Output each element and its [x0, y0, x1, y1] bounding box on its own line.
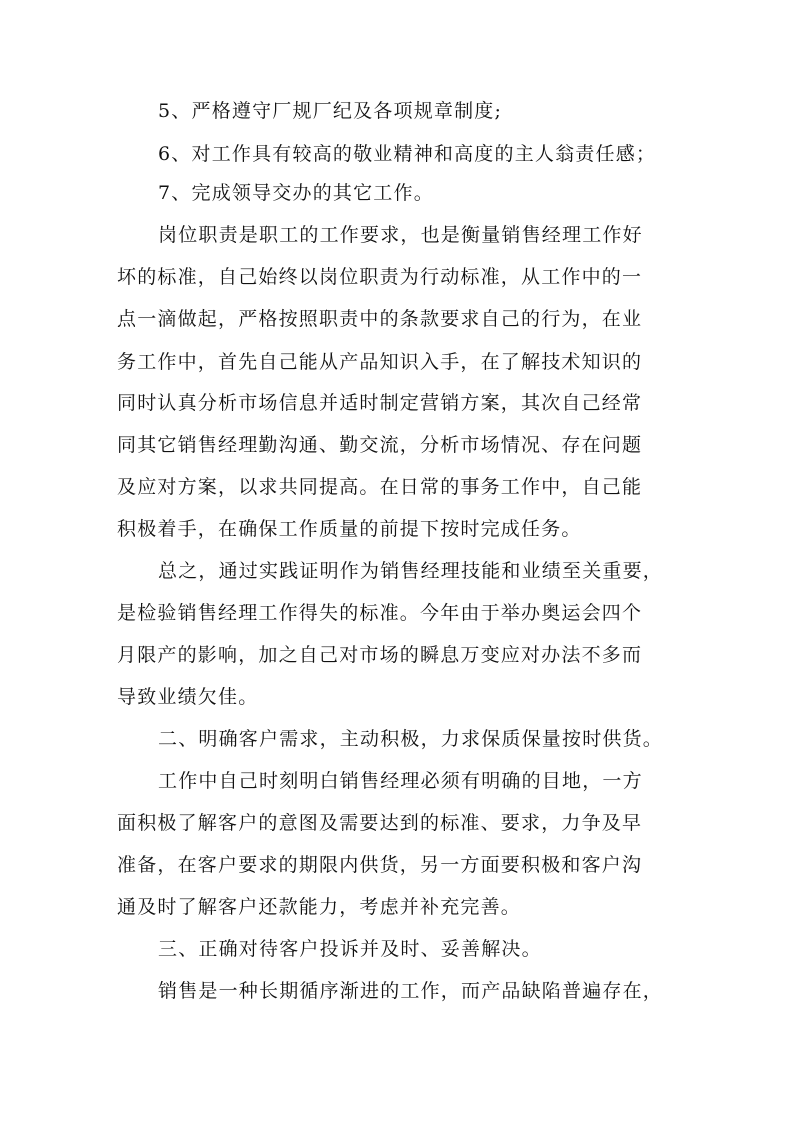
text-line-11: 积极着手，在确保工作质量的前提下按时完成任务。 — [117, 518, 582, 540]
text-line-8: 同时认真分析市场信息并适时制定营销方案，其次自己经常 — [117, 392, 643, 414]
text-line-18: 面积极了解客户的意图及需要达到的标准、要求，力争及早 — [117, 812, 643, 834]
text-line-14: 月限产的影响，加之自己对市场的瞬息万变应对办法不多而 — [117, 644, 643, 666]
text-line-9: 同其它销售经理勤沟通、勤交流，分析市场情况、存在问题 — [117, 434, 643, 456]
text-line-1: 5、严格遵守厂规厂纪及各项规章制度; — [158, 100, 503, 122]
text-line-10: 及应对方案，以求共同提高。在日常的事务工作中，自己能 — [117, 476, 643, 498]
text-line-12: 总之，通过实践证明作为销售经理技能和业绩至关重要， — [158, 560, 664, 582]
text-line-20: 通及时了解客户还款能力，考虑并补充完善。 — [117, 896, 522, 918]
text-line-3: 7、完成领导交办的其它工作。 — [158, 182, 434, 204]
text-line-7: 务工作中，首先自己能从产品知识入手，在了解技术知识的 — [117, 351, 643, 373]
text-line-15: 导致业绩欠佳。 — [117, 686, 259, 708]
text-line-21: 三、正确对待客户投诉并及时、妥善解决。 — [158, 938, 542, 960]
text-line-22: 销售是一种长期循序渐进的工作，而产品缺陷普遍存在， — [158, 980, 664, 1002]
text-line-13: 是检验销售经理工作得失的标准。今年由于举办奥运会四个 — [117, 602, 643, 624]
text-line-16: 二、明确客户需求，主动积极，力求保质保量按时供货。 — [158, 728, 664, 750]
text-line-19: 准备，在客户要求的期限内供货，另一方面要积极和客户沟 — [117, 854, 643, 876]
text-line-2: 6、对工作具有较高的敬业精神和高度的主人翁责任感； — [158, 143, 657, 165]
text-line-6: 点一滴做起，严格按照职责中的条款要求自己的行为，在业 — [117, 308, 643, 330]
text-line-4: 岗位职责是职工的工作要求，也是衡量销售经理工作好 — [158, 224, 643, 246]
text-line-17: 工作中自己时刻明白销售经理必须有明确的目地，一方 — [158, 770, 643, 792]
text-line-5: 坏的标准，自己始终以岗位职责为行动标准，从工作中的一 — [117, 266, 643, 288]
